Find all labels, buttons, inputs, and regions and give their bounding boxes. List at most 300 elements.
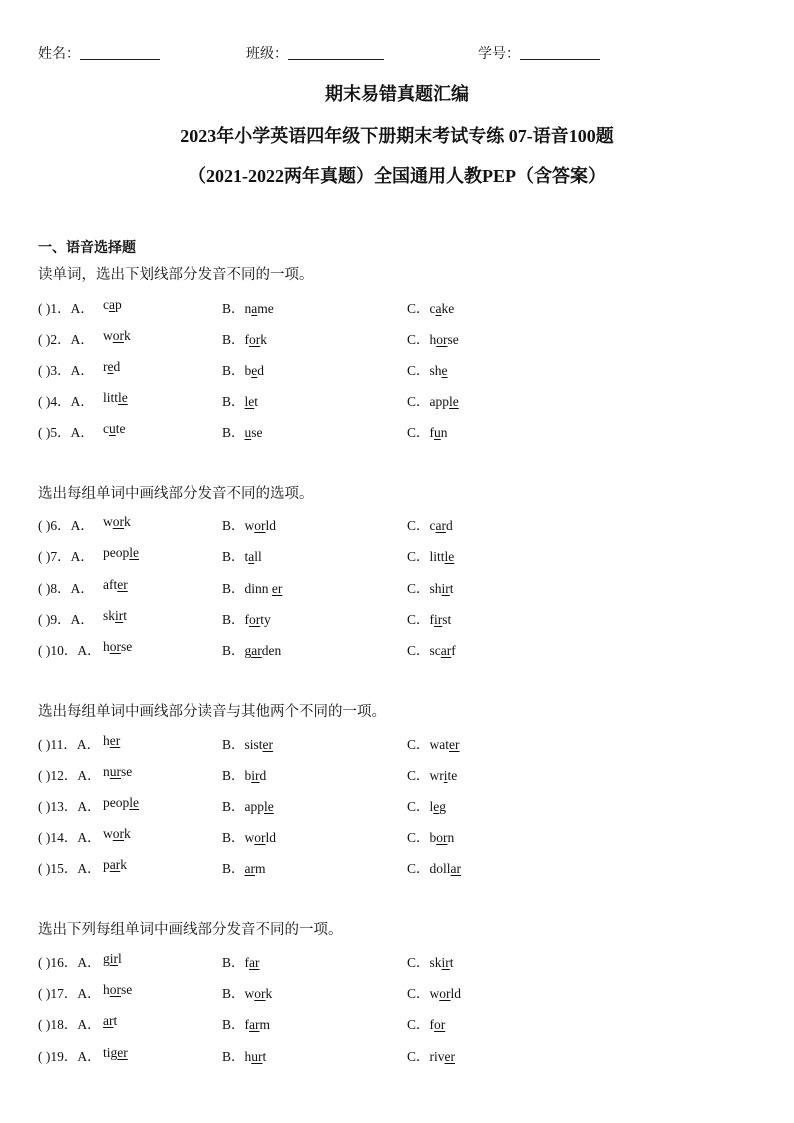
word-under: u [244,425,252,440]
word-under: or [439,986,451,1001]
word-post: ld [265,518,277,533]
word-post: m [255,861,266,876]
word-post: me [257,301,274,316]
word-post: ll [254,549,262,564]
option-a[interactable] [103,826,131,842]
word-post: l [118,951,122,966]
option-a[interactable] [103,1013,117,1029]
word-under: ir [434,612,443,627]
word-post: k [260,332,268,347]
option-a[interactable] [103,733,120,749]
word-post: k [265,986,273,1001]
word-post: k [124,514,131,529]
option-c-label: C． [407,363,430,378]
word-under: le [444,549,455,564]
word-post: d [113,359,121,374]
word-pre: app [429,394,450,409]
word-post: se [447,332,459,347]
word-pre: c [103,421,109,436]
word-pre: n [244,301,252,316]
option-c-label: C． [407,986,430,1001]
word-pre: h [103,639,110,654]
word-pre: c [429,301,436,316]
word-under: le [244,394,255,409]
class-label: 班级： [246,47,288,62]
word-post: st [442,612,452,627]
option-a[interactable] [103,951,122,967]
option-c[interactable] [407,639,456,659]
word-pre: b [244,768,252,783]
option-b[interactable] [222,297,274,317]
option-b-label: B． [222,861,245,876]
option-b[interactable] [222,577,282,597]
option-a[interactable] [103,608,127,624]
word-post: m [259,1017,271,1032]
word-pre: f [244,332,250,347]
option-b[interactable] [222,545,262,565]
word-pre: riv [429,1049,445,1064]
option-c[interactable] [407,951,454,971]
word-under: ir [251,768,260,783]
word-post: n [440,425,448,440]
word-pre: sk [103,608,116,623]
option-c-label: C． [407,394,430,409]
option-c[interactable] [407,795,446,815]
word-pre: sh [429,581,442,596]
question-number[interactable]: ( )8．A． [38,581,94,596]
word-under: ar [440,643,452,658]
option-c-label: C． [407,549,430,564]
question-number[interactable]: ( )10．A． [38,643,101,658]
option-c[interactable] [407,328,459,348]
word-under: or [112,328,124,343]
question-row [38,733,758,753]
option-b-label: B． [222,737,245,752]
word-post: d [446,518,453,533]
word-pre: h [429,332,437,347]
word-under: or [249,612,261,627]
word-post: t [123,608,128,623]
option-c[interactable] [407,577,454,597]
word-under: or [436,332,448,347]
question-number[interactable]: ( )13．A． [38,799,101,814]
word-pre: sc [429,643,441,658]
word-pre: wat [429,737,450,752]
question-number[interactable]: ( )17．A． [38,986,101,1001]
word-pre: b [429,830,437,845]
word-under: a [251,301,258,316]
word-pre: f [429,425,435,440]
group-instruction: 选出每组单词中画线部分发音不同的选项。 [38,486,314,502]
option-c-label: C． [407,301,430,316]
word-post: g [439,799,447,814]
option-b-label: B． [222,643,245,658]
option-b-label: B． [222,1049,245,1064]
option-c[interactable] [407,390,459,410]
word-under: i [443,768,448,783]
question-number[interactable]: ( )14．A． [38,830,101,845]
option-c[interactable] [407,1013,445,1033]
option-a[interactable] [103,390,128,406]
name-label: 姓名： [38,47,80,62]
question-row [38,328,758,348]
option-b-label: B． [222,394,245,409]
word-under: or [434,1017,446,1032]
option-a[interactable] [103,359,120,375]
word-pre: w [244,830,255,845]
word-under: ur [109,764,121,779]
doc-subtitle-2: （2021-2022两年真题）全国通用人教PEP（含答案） [188,166,606,186]
word-pre: n [103,764,110,779]
word-under: le [129,545,139,560]
question-number[interactable]: ( )18．A． [38,1017,101,1032]
option-b-label: B． [222,363,245,378]
question-row [38,359,758,379]
word-pre: f [244,612,250,627]
word-post: f [451,643,456,658]
question-number[interactable]: ( )11．A． [38,737,101,752]
option-c-label: C． [407,768,430,783]
word-post: d [259,768,267,783]
word-under: a [435,301,442,316]
word-under: ar [435,518,447,533]
question-row [38,577,758,597]
word-pre: sk [429,955,442,970]
option-b[interactable] [222,951,260,971]
question-number[interactable]: ( )12．A． [38,768,101,783]
option-a[interactable] [103,297,122,313]
question-row [38,639,758,659]
option-b[interactable] [222,982,272,1002]
word-under: ir [115,608,124,623]
option-c-label: C． [407,1049,430,1064]
word-pre: doll [429,861,451,876]
word-under: er [109,733,121,748]
question-number[interactable]: ( )4．A． [38,394,94,409]
option-c[interactable] [407,764,457,784]
word-under: ar [109,857,121,872]
option-b-label: B． [222,581,245,596]
word-under: le [129,795,139,810]
word-pre: w [429,986,440,1001]
word-post: den [261,643,282,658]
question-row [38,857,758,877]
word-under: er [117,1045,128,1060]
word-under: or [112,514,124,529]
word-under: or [436,830,448,845]
option-b-label: B． [222,799,245,814]
word-under: or [254,986,266,1001]
option-b-label: B． [222,830,245,845]
word-under: er [271,581,283,596]
word-post: ld [265,830,277,845]
option-b[interactable] [222,608,271,628]
question-row [38,1045,758,1065]
word-post: se [121,982,133,997]
option-c[interactable] [407,421,448,441]
option-b-label: B． [222,1017,245,1032]
word-under: e [441,363,448,378]
word-post: p [115,297,122,312]
option-a[interactable] [103,639,132,655]
word-under: er [262,737,274,752]
word-pre: t [244,549,249,564]
word-pre: f [429,612,435,627]
word-under: or [109,982,121,997]
name-field[interactable] [38,43,160,63]
word-under: or [109,639,121,654]
student-id-blank[interactable] [520,45,600,60]
question-number[interactable]: ( )16．A． [38,955,101,970]
word-under: u [434,425,441,440]
option-c[interactable] [407,297,454,317]
word-pre: h [103,733,110,748]
question-row [38,608,758,628]
word-post: se [121,639,133,654]
option-b[interactable] [222,359,264,379]
question-row [38,514,758,534]
word-pre: w [244,986,255,1001]
word-post: d [257,363,265,378]
option-c[interactable] [407,826,454,846]
word-pre: l [429,799,434,814]
option-c-label: C． [407,612,430,627]
option-b-label: B． [222,332,245,347]
question-row [38,297,758,317]
question-number[interactable]: ( )2．A． [38,332,94,347]
option-a[interactable] [103,514,131,530]
option-b-label: B． [222,425,245,440]
option-c-label: C． [407,799,430,814]
option-c-label: C． [407,332,430,347]
word-under: ar [249,1017,260,1032]
word-under: or [112,826,124,841]
option-c[interactable] [407,857,461,877]
word-under: ir [109,951,118,966]
word-pre: w [103,328,113,343]
option-a[interactable] [103,857,127,873]
question-number[interactable]: ( )15．A． [38,861,101,876]
group-instruction: 读单词，选出下划线部分发音不同的一项。 [38,267,314,283]
option-c[interactable] [407,982,461,1002]
word-pre: sist [244,737,263,752]
option-a[interactable] [103,764,132,780]
option-c-label: C． [407,425,430,440]
option-b[interactable] [222,328,267,348]
word-pre: wr [429,768,444,783]
word-under: ar [450,861,462,876]
word-under: le [264,799,274,814]
word-pre: aft [103,577,118,592]
word-pre: f [429,1017,435,1032]
option-c-label: C． [407,1017,430,1032]
word-under: or [254,830,266,845]
word-under: ar [249,955,260,970]
question-row [38,390,758,410]
word-under: ur [251,1049,263,1064]
question-number[interactable]: ( )3．A． [38,363,94,378]
option-b[interactable] [222,1013,270,1033]
word-under: ir [441,581,450,596]
option-c[interactable] [407,545,454,565]
option-a[interactable] [103,577,128,593]
question-row [38,545,758,565]
option-c-label: C． [407,861,430,876]
question-number[interactable]: ( )7．A． [38,549,94,564]
word-under: u [109,421,116,436]
option-c-label: C． [407,830,430,845]
option-b-label: B． [222,518,245,533]
word-post: ty [260,612,271,627]
word-post: se [121,764,133,779]
option-b[interactable] [222,826,276,846]
question-row [38,826,758,846]
word-post: te [447,768,458,783]
word-post: te [115,421,126,436]
option-c-label: C． [407,737,430,752]
word-pre: dinn [244,581,272,596]
word-pre: f [244,1017,250,1032]
word-post: t [254,394,259,409]
word-under: a [109,297,115,312]
question-number[interactable]: ( )5．A． [38,425,94,440]
option-c[interactable] [407,733,460,753]
word-pre: litt [429,549,445,564]
word-under: e [433,799,440,814]
option-c[interactable] [407,608,451,628]
doc-subtitle: 2023年小学英语四年级下册期末考试专练 07-语音100题 [180,126,614,146]
option-a[interactable] [103,328,131,344]
group-instruction: 选出每组单词中画线部分读音与其他两个不同的一项。 [38,704,386,720]
option-c-label: C． [407,581,430,596]
student-id-field[interactable] [478,43,600,63]
word-pre: tig [103,1045,118,1060]
option-b-label: B． [222,612,245,627]
question-row [38,1013,758,1033]
option-b[interactable] [222,421,263,441]
word-post: n [447,830,455,845]
word-pre: g [103,951,110,966]
word-pre: r [103,359,108,374]
word-post: t [449,581,454,596]
word-pre: w [103,514,113,529]
word-post: se [251,425,263,440]
option-b[interactable] [222,733,273,753]
student-id-label: 学号： [478,47,520,62]
option-b[interactable] [222,857,266,877]
class-blank[interactable] [288,45,384,60]
word-pre: sh [429,363,442,378]
word-pre: c [103,297,109,312]
word-under: or [254,518,266,533]
word-post: k [120,857,127,872]
word-under: ar [251,643,262,658]
word-post: ke [441,301,455,316]
word-pre: app [244,799,265,814]
option-b[interactable] [222,390,258,410]
word-under: ir [441,955,450,970]
word-under: er [444,1049,456,1064]
word-under: a [248,549,255,564]
option-c-label: C． [407,518,430,533]
question-number[interactable]: ( )9．A． [38,612,94,627]
option-c[interactable] [407,359,448,379]
question-number[interactable]: ( )1．A． [38,301,94,316]
group-instruction: 选出下列每组单词中画线部分发音不同的一项。 [38,922,343,938]
question-number[interactable]: ( )6．A． [38,518,94,533]
question-row [38,421,758,441]
word-post: ld [450,986,462,1001]
word-pre: b [244,363,252,378]
option-c[interactable] [407,1045,455,1065]
option-b-label: B． [222,549,245,564]
word-post: t [262,1049,267,1064]
option-b[interactable] [222,639,281,659]
word-pre: c [429,518,436,533]
question-row [38,795,758,815]
option-a[interactable] [103,545,139,561]
option-a[interactable] [103,1045,128,1061]
option-b-label: B． [222,986,245,1001]
option-c-label: C． [407,643,430,658]
word-pre: w [244,518,255,533]
word-pre: litt [103,390,119,405]
option-a[interactable] [103,982,132,998]
question-number[interactable]: ( )19．A． [38,1049,101,1064]
word-pre: h [244,1049,252,1064]
word-post: t [449,955,454,970]
option-a[interactable] [103,795,139,811]
word-pre: peop [103,795,130,810]
option-b-label: B． [222,768,245,783]
word-under: e [107,359,114,374]
name-blank[interactable] [80,45,160,60]
word-under: le [449,394,459,409]
word-under: or [249,332,261,347]
section-title: 一、语音选择题 [38,241,136,256]
word-post: t [113,1013,118,1028]
doc-title: 期末易错真题汇编 [325,84,469,104]
word-post: k [124,328,131,343]
class-field[interactable] [246,43,384,63]
word-pre: p [103,857,110,872]
word-under: er [449,737,460,752]
question-row [38,982,758,1002]
word-under: le [118,390,128,405]
word-pre: g [244,643,252,658]
option-b-label: B． [222,301,245,316]
word-under: er [117,577,128,592]
option-b-label: B． [222,955,245,970]
word-pre: h [103,982,110,997]
option-c-label: C． [407,955,430,970]
student-info-header [38,43,758,63]
word-under: e [251,363,258,378]
word-under: ar [244,861,256,876]
word-pre: peop [103,545,130,560]
option-c[interactable] [407,514,453,534]
word-post: k [124,826,131,841]
option-b[interactable] [222,1045,266,1065]
option-b[interactable] [222,795,274,815]
word-under: ar [103,1013,114,1028]
word-pre: w [103,826,113,841]
question-row [38,951,758,971]
question-row [38,764,758,784]
option-b[interactable] [222,764,266,784]
option-b[interactable] [222,514,276,534]
option-a[interactable] [103,421,126,437]
